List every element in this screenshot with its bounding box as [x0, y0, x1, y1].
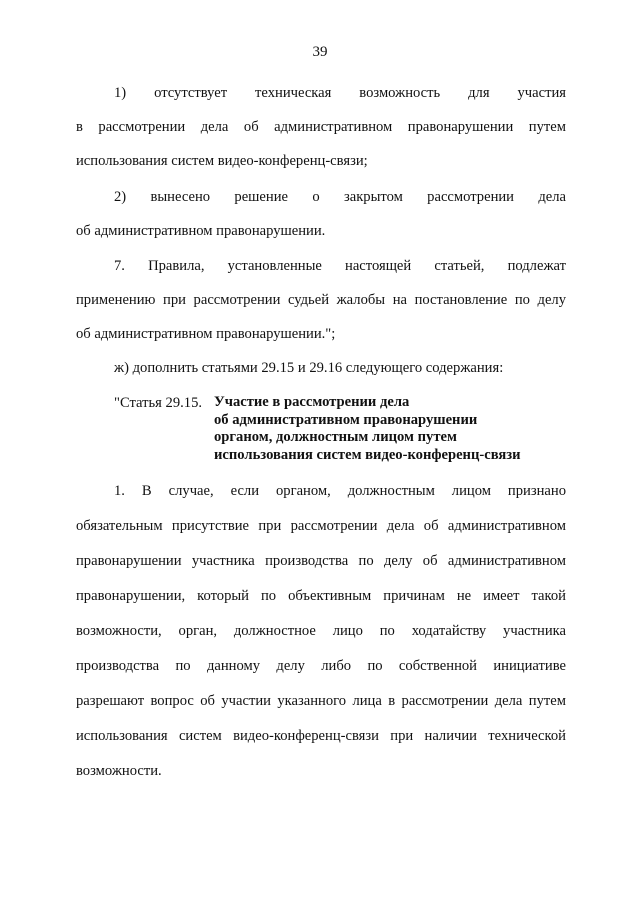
paragraph-line: ж) дополнить статьями 29.15 и 29.16 следующего содержания: — [114, 360, 504, 376]
paragraph-line: 1. В случае, если органом, должностным лицом признано — [114, 483, 566, 499]
paragraph-line: 7. Правила, установленные настоящей статьей, подлежат — [114, 258, 566, 274]
paragraph-line: 1) отсутствует техническая возможность для участия — [114, 85, 566, 101]
paragraph-line: разрешают вопрос об участии указанного лица в рассмотрении дела путем — [76, 693, 566, 709]
paragraph-line: правонарушении, который по объективным причинам не имеет такой — [76, 588, 566, 604]
article-title-line: органом, должностным лицом путем — [214, 429, 457, 445]
page-number: 39 — [312, 44, 328, 60]
paragraph-line: использования систем видео-конференц-связи; — [76, 153, 368, 169]
paragraph-line: об административном правонарушении."; — [76, 326, 336, 342]
paragraph-line: 2) вынесено решение о закрытом рассмотрении дела — [114, 189, 566, 205]
paragraph-line: в рассмотрении дела об административном правонарушении путем — [76, 119, 566, 135]
article-title-line: использования систем видео-конференц-связи — [214, 446, 521, 463]
article-label: "Статья 29.15. — [114, 395, 203, 411]
paragraph-line: использования систем видео-конференц-связи при наличии технической — [76, 728, 566, 744]
article-title-line: об административном правонарушении — [214, 411, 478, 428]
article-title — [214, 394, 521, 464]
paragraph-line: об административном правонарушении. — [76, 223, 326, 239]
paragraph-line: возможности, орган, должностное лицо по ходатайству участника — [76, 623, 566, 639]
paragraph-line: производства по данному делу либо по собственной инициативе — [76, 658, 566, 674]
paragraph-line: обязательным присутствие при рассмотрении дела об административном — [76, 518, 566, 534]
article-title-line: Участие в рассмотрении дела — [214, 394, 410, 410]
paragraph-line: правонарушении участника производства по делу об административном — [76, 553, 566, 569]
paragraph-line: возможности. — [76, 763, 162, 779]
paragraph-line: применению при рассмотрении судьей жалобы на постановление по делу — [76, 292, 566, 308]
